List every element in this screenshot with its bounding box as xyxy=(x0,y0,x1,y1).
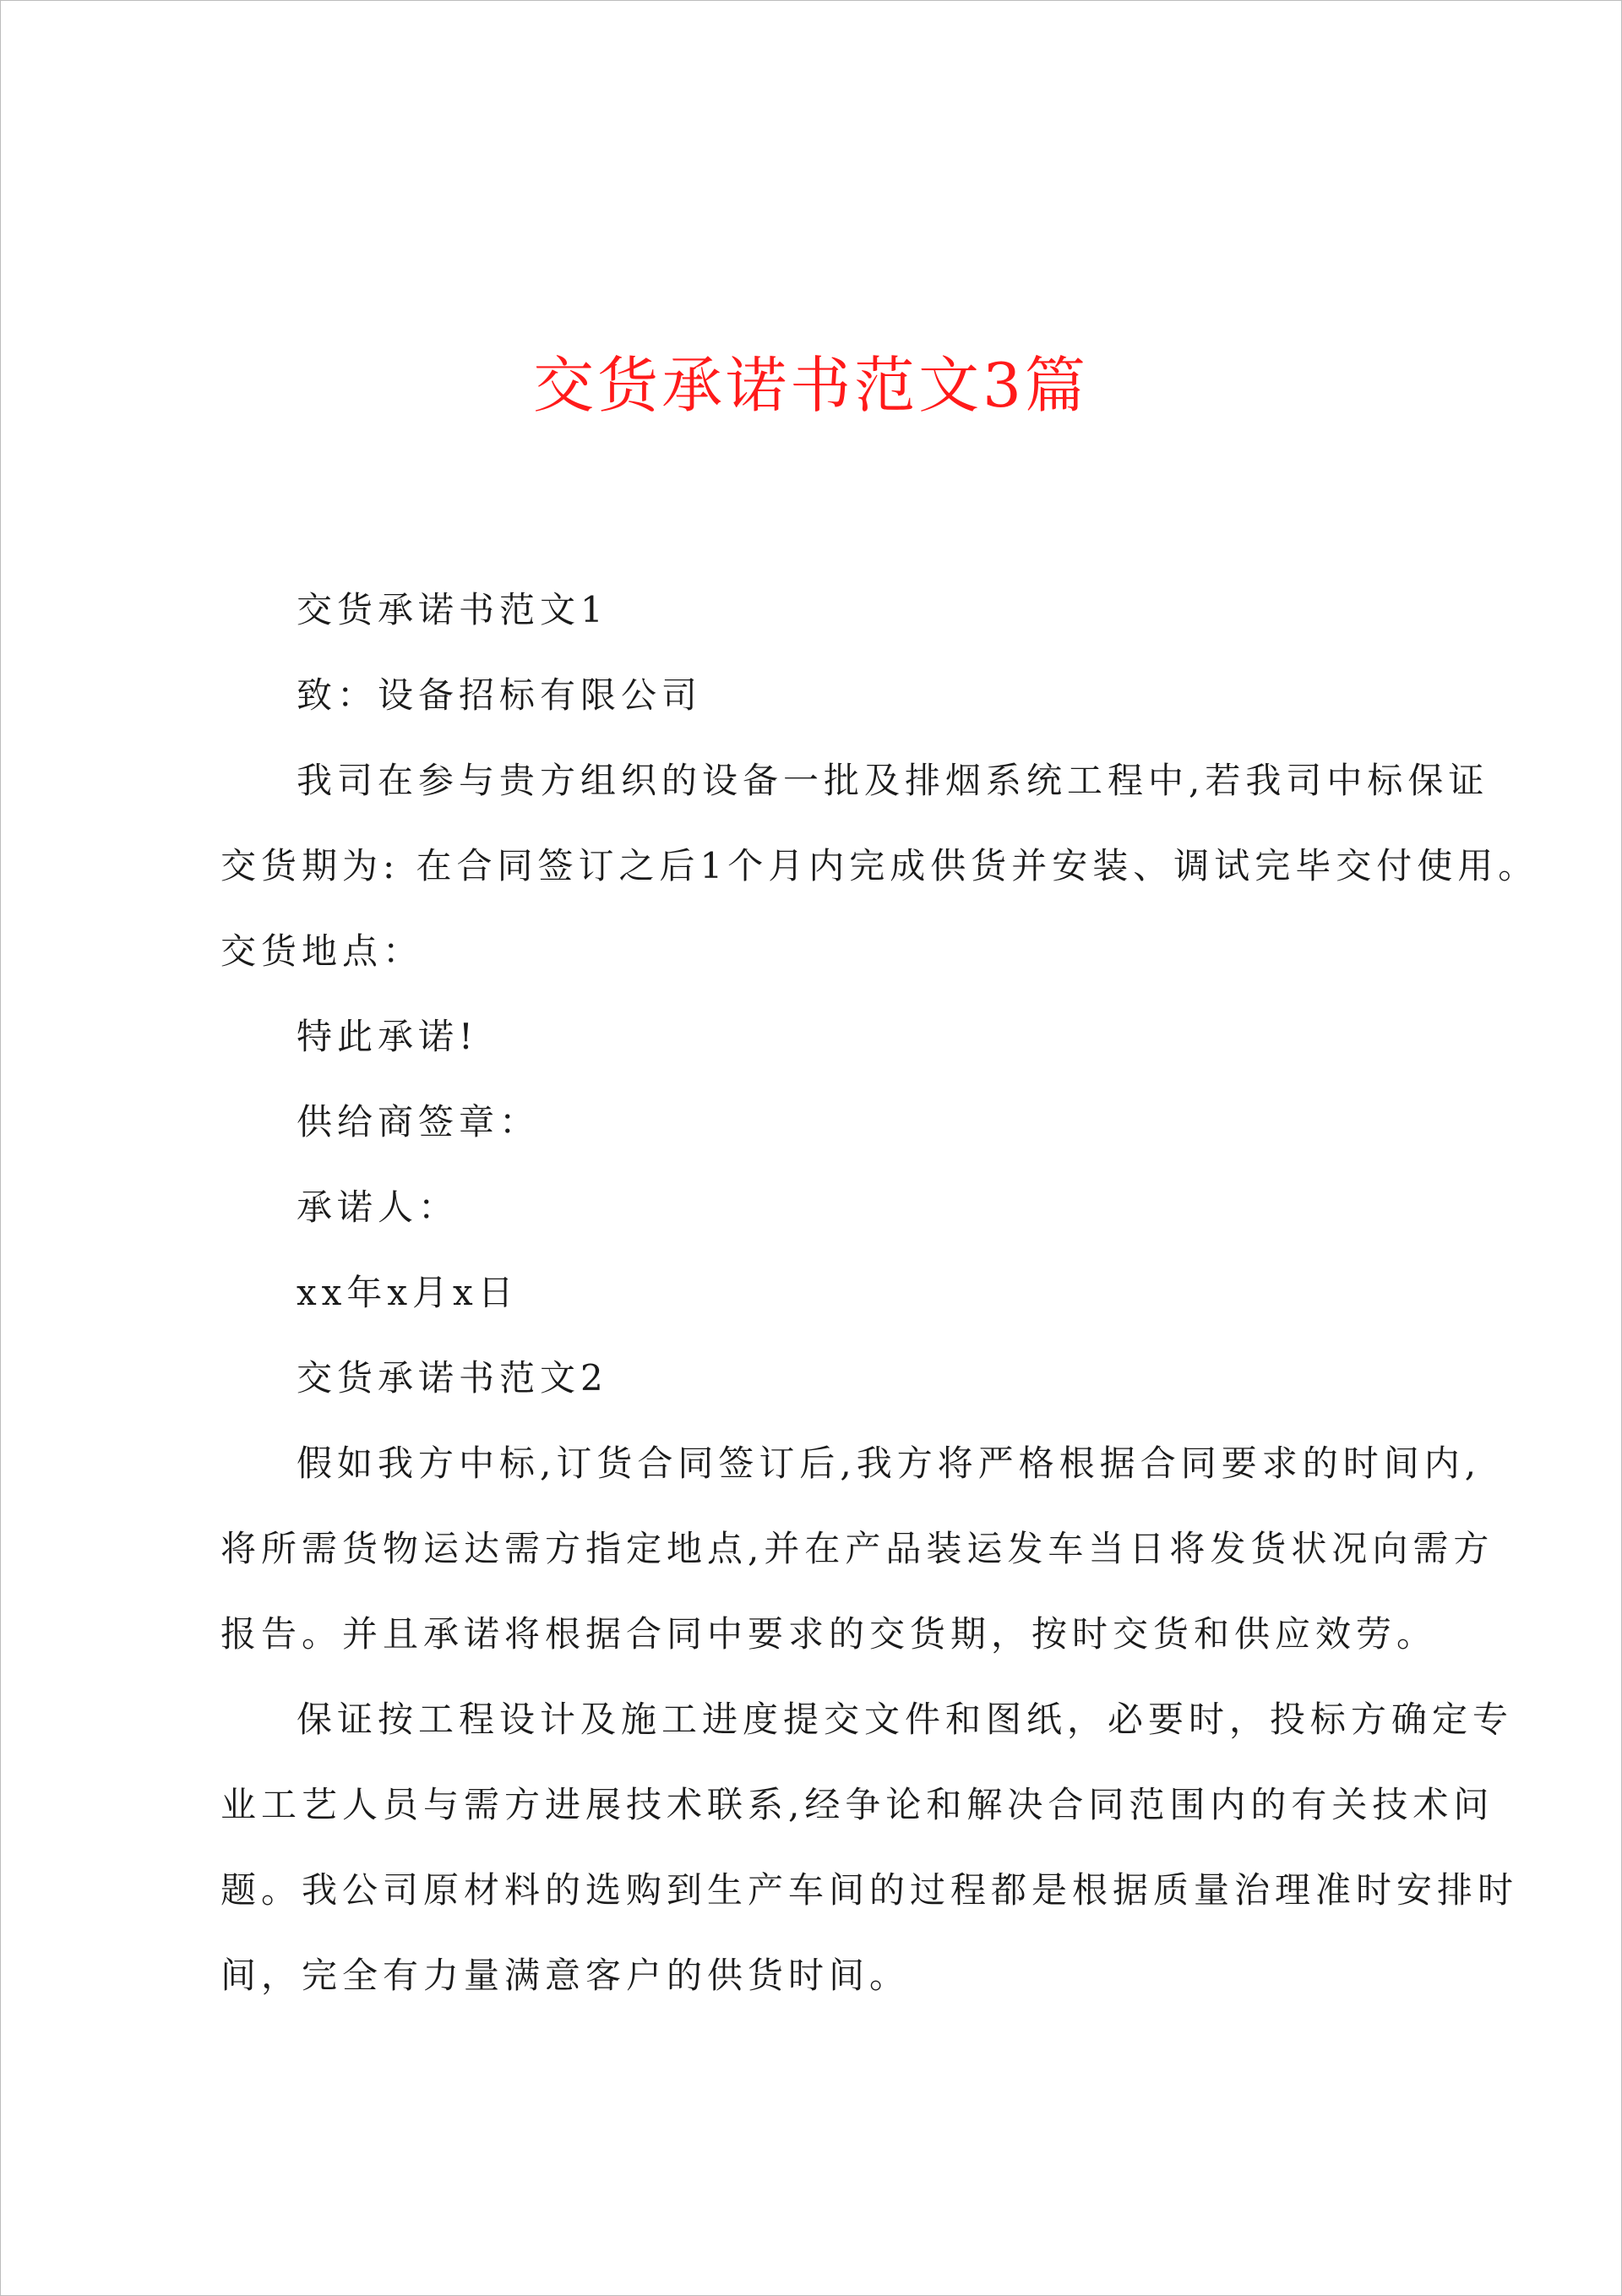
date-line: xx年x月x日 xyxy=(297,1272,519,1313)
paragraph-line: 间，完全有力量满意客户的供货时间。 xyxy=(220,1955,911,1996)
paragraph-line: 业工艺人员与需方进展技术联系,经争论和解决合同范围内的有关技术问 xyxy=(220,1784,1494,1825)
promisor-line: 承诺人： xyxy=(297,1186,460,1228)
section-heading-1: 交货承诺书范文1 xyxy=(297,589,608,630)
closing-line: 特此承诺! xyxy=(297,1016,478,1057)
section-heading-2: 交货承诺书范文2 xyxy=(297,1357,608,1399)
paragraph-line: 题。我公司原材料的选购到生产车间的过程都是根据质量治理准时安排时 xyxy=(220,1869,1519,1911)
paragraph-line: 将所需货物运达需方指定地点,并在产品装运发车当日将发货状况向需方 xyxy=(220,1528,1494,1569)
paragraph-line: 我司在参与贵方组织的设备一批及排烟系统工程中,若我司中标保证 xyxy=(297,760,1489,801)
paragraph-line: 保证按工程设计及施工进度提交文件和图纸，必要时，投标方确定专 xyxy=(297,1699,1514,1740)
addressee-line: 致：设备招标有限公司 xyxy=(297,674,703,716)
document-body xyxy=(220,567,1539,2018)
paragraph-line: 假如我方中标,订货合同签订后,我方将严格根据合同要求的时间内, xyxy=(297,1442,1482,1484)
paragraph-line: 报告。并且承诺将根据合同中要求的交货期，按时交货和供应效劳。 xyxy=(220,1613,1438,1655)
paragraph-line: 交货地点： xyxy=(220,930,424,972)
supplier-signature-line: 供给商签章： xyxy=(297,1101,541,1143)
paragraph-line: 交货期为: 在合同签订之后1个月内完成供货并安装、调试完毕交付使用。 xyxy=(220,845,1539,886)
document-title: 交货承诺书范文3篇 xyxy=(533,350,1089,421)
